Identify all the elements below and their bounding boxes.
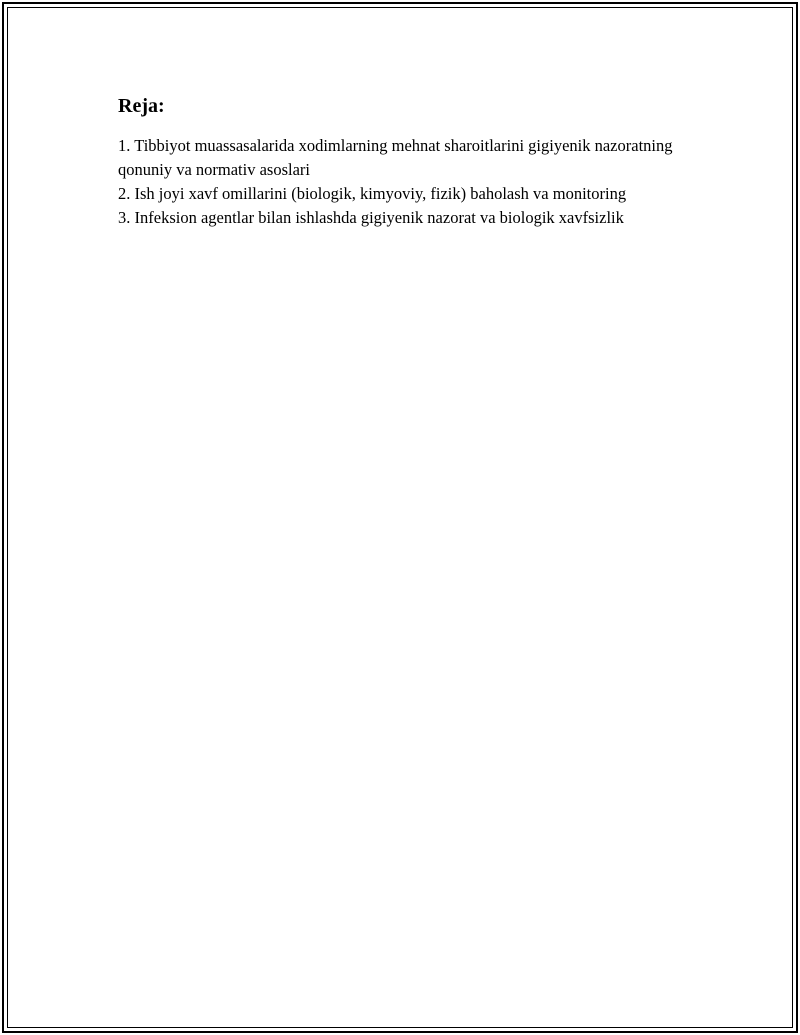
plan-item-2: 2. Ish joyi xavf omillarini (biologik, kimyoviy, fizik) baholash va monitoring [118,184,627,203]
plan-list [118,134,718,230]
plan-item-3: 3. Infeksion agentlar bilan ishlashda gigiyenik nazorat va biologik xavfsizlik [118,208,624,227]
page-content [118,92,718,230]
plan-heading: Reja: [118,95,165,117]
plan-item-1: 1. Tibbiyot muassasalarida xodimlarning mehnat sharoitlarini gigiyenik nazoratning qonuniy va normativ asoslari [118,136,673,179]
